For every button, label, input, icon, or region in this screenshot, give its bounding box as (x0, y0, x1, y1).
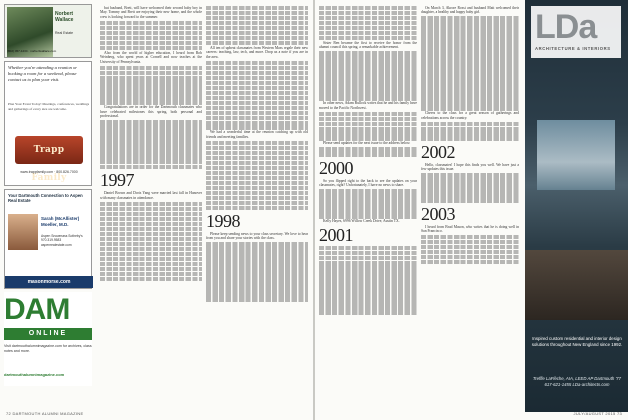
page-folio-left: 72 DARTMOUTH ALUMNI MAGAZINE (6, 411, 84, 416)
text-line (319, 209, 417, 213)
class-note-paragraph: All ten of upbeat classmates from Western Mass regale their new careers: teaching, law, tech, and more. Drop us a note if you are in the area. (206, 45, 308, 59)
text-line (421, 86, 519, 90)
text-line (100, 202, 202, 206)
text-line (100, 90, 202, 94)
text-line (319, 127, 417, 131)
online-banner: ONLINE (4, 328, 92, 340)
right-page (315, 0, 628, 420)
text-line (421, 255, 519, 259)
text-line (100, 140, 202, 144)
text-line (319, 246, 417, 250)
class-note-paragraph: In other news, Adam Bullock writes that he and his family have moved to the Pacific Northwest. (319, 101, 418, 110)
text-line (319, 96, 417, 100)
class-note-paragraph: Sister Ben became the first to receive the honor from the alumni council this spring, a remarkable achievement. (319, 40, 417, 50)
text-line (206, 86, 308, 90)
text-line (421, 81, 519, 85)
text-line (421, 131, 519, 135)
class-notes-column-2 (206, 6, 308, 402)
text-line (421, 51, 519, 55)
text-line (100, 237, 202, 241)
text-line (319, 26, 417, 30)
text-line (206, 146, 308, 150)
text-line (206, 66, 308, 70)
class-notes-column-4 (421, 6, 519, 402)
class-note-paragraph: Cheers to the class for a great season of gatherings and celebrations across the country. (421, 111, 519, 120)
text-line (100, 46, 202, 50)
text-line (319, 152, 417, 156)
realtor-name: Norbert Wallace (55, 11, 74, 23)
text-line (421, 16, 519, 20)
text-line (319, 6, 417, 10)
text-line (206, 267, 308, 271)
text-line (319, 71, 417, 75)
text-line (100, 242, 202, 246)
class-note-paragraph: Please send updates for the next issue to the address below. (323, 141, 411, 146)
text-line (100, 252, 202, 256)
text-line (319, 280, 417, 284)
text-line (421, 188, 519, 192)
text-line (421, 240, 519, 244)
text-line (206, 11, 308, 15)
text-line (206, 76, 308, 80)
agent-photo (8, 214, 38, 250)
class-year-heading: 2000 (319, 157, 353, 178)
lda-architecture-ad[interactable] (525, 0, 628, 412)
text-line (100, 212, 202, 216)
text-line (206, 106, 308, 110)
text-line (100, 80, 202, 84)
text-line (100, 31, 202, 35)
text-line (206, 201, 308, 205)
text-line (206, 61, 308, 65)
text-line (206, 257, 308, 261)
class-note-paragraph: On March 3, Akrore Rossi and husband Matt welcomed their daughter, a healthy and happy baby girl. (421, 6, 519, 15)
text-line (206, 6, 308, 10)
text-line (319, 76, 417, 80)
ad-column (0, 0, 96, 400)
class-notes-column-1 (100, 6, 202, 402)
text-line (319, 189, 417, 193)
interior-photo (525, 0, 628, 412)
agent-info: Aspen Snowmass Sotheby's 970.319.9583 aspenrealestate.com (41, 234, 83, 247)
agent-url-bar: masonmorse.com (5, 276, 93, 288)
text-line (100, 85, 202, 89)
class-note-paragraph: Also from the world of higher education, I heard from Rob Weinberg, who spent years at Cornell and now teaches at the University of Pennsylvania. (100, 50, 202, 64)
text-line (206, 71, 308, 75)
text-line (421, 76, 519, 80)
text-line (319, 275, 417, 279)
text-line (100, 100, 202, 104)
text-line (421, 31, 519, 35)
text-line (319, 56, 417, 60)
lodge-logo: Trapp Family (15, 136, 83, 164)
text-line (206, 151, 308, 155)
text-line (319, 81, 417, 85)
text-line (421, 36, 519, 40)
text-line (100, 41, 202, 45)
text-line (100, 272, 202, 276)
text-line (206, 247, 308, 251)
text-line (319, 290, 417, 294)
text-line (319, 117, 417, 121)
text-line (319, 295, 417, 299)
text-line (319, 122, 417, 126)
text-line (206, 111, 308, 115)
text-line (206, 171, 308, 175)
class-note-paragraph: So you flipped right to the back to see the updates on your classmates, right? Unfortunately, I have no news to share. (319, 178, 417, 188)
text-line (421, 46, 519, 50)
text-line (421, 26, 519, 30)
text-line (206, 31, 308, 35)
text-line (206, 116, 308, 120)
class-year-heading: 2003 (421, 203, 455, 224)
text-line (421, 127, 519, 131)
text-line (421, 235, 519, 239)
text-line (319, 31, 417, 35)
text-line (319, 261, 417, 265)
text-line (206, 166, 308, 170)
class-notes-column-3 (319, 6, 417, 402)
dam-url: dartmouthalumnimagazine.com (4, 372, 65, 377)
text-line (421, 106, 519, 110)
text-line (206, 81, 308, 85)
text-line (100, 95, 202, 99)
text-line (206, 21, 308, 25)
text-line (206, 96, 308, 100)
text-line (100, 26, 202, 30)
text-line (100, 227, 202, 231)
text-line (100, 247, 202, 251)
text-line (319, 285, 417, 289)
text-line (319, 61, 417, 65)
text-line (100, 145, 202, 149)
text-line (421, 66, 519, 70)
text-line (421, 71, 519, 75)
lodge-ad-body: Plan Your Event Today! Meetings, conferences, weddings and gatherings of every size are welcome. (8, 102, 90, 111)
text-line (319, 136, 417, 140)
text-line (421, 96, 519, 100)
text-line (421, 101, 519, 105)
text-line (206, 41, 308, 45)
text-line (319, 11, 417, 15)
text-line (100, 130, 202, 134)
text-line (206, 287, 308, 291)
text-line (421, 21, 519, 25)
text-line (421, 198, 519, 202)
lda-logo-text: LDa (535, 8, 597, 46)
dam-logo: DAM (4, 293, 70, 326)
text-line (319, 36, 417, 40)
text-line (206, 125, 308, 129)
text-line (421, 183, 519, 187)
text-line (100, 125, 202, 129)
text-line (206, 91, 308, 95)
text-line (100, 155, 202, 159)
text-line (421, 178, 519, 182)
realtor-sub: Real Estate (55, 31, 74, 35)
text-line (319, 66, 417, 70)
interior-window (537, 120, 615, 190)
text-line (319, 147, 417, 151)
text-line (421, 193, 519, 197)
text-line (206, 282, 308, 286)
text-line (206, 186, 308, 190)
text-line (100, 71, 202, 75)
text-line (206, 161, 308, 165)
text-line (100, 277, 202, 281)
text-line (319, 91, 417, 95)
aspen-realestate-ad[interactable] (4, 189, 92, 289)
text-line (100, 232, 202, 236)
class-note-paragraph: I heard from Brad Mason, who writes that he is doing well in San Francisco. (421, 224, 519, 233)
text-line (206, 26, 308, 30)
aspen-ad-headline: Your Dartmouth Connection to Aspen Real Estate (8, 193, 83, 204)
agent-name: Sarah (McAllister) Moeller, M.D. (41, 216, 80, 227)
real-estate-ad[interactable] (4, 4, 92, 58)
text-line (206, 277, 308, 281)
text-line (206, 292, 308, 296)
text-line (100, 135, 202, 139)
text-line (319, 21, 417, 25)
text-line (421, 173, 519, 177)
text-line (421, 250, 519, 254)
class-note-paragraph: We had a wonderful time at the reunion catching up with old friends and meeting families. (206, 130, 308, 139)
text-line (206, 141, 308, 145)
text-line (206, 181, 308, 185)
class-year-heading: 1998 (206, 211, 240, 232)
text-line (206, 121, 308, 125)
lodge-ad-headline: Whether you're attending a reunion or booking a room for a weekend, please contact us to plan your visit. (8, 65, 77, 82)
class-note-paragraph: Daniel Brown and Doris Yang were married last fall in Hanover with many classmates in attendance. (100, 191, 202, 200)
text-line (100, 76, 202, 80)
text-line (100, 36, 202, 40)
text-line (421, 260, 519, 264)
text-line (319, 256, 417, 260)
text-line (206, 101, 308, 105)
lda-logo-subtitle: ARCHITECTURE & INTERIORS (535, 46, 611, 51)
text-line (319, 86, 417, 90)
text-line (421, 136, 519, 140)
text-line (319, 310, 417, 314)
text-line (100, 21, 202, 25)
class-note-paragraph: but husband, Brett, will have welcomed their second baby boy in May. Tommy and Brett are enjoying their new home, and the whole crew is looking forward to the summer. (100, 6, 202, 19)
text-line (421, 56, 519, 60)
text-line (421, 61, 519, 65)
text-line (319, 194, 417, 198)
text-line (206, 176, 308, 180)
text-line (206, 191, 308, 195)
text-line (319, 265, 417, 269)
text-line (319, 199, 417, 203)
class-year-heading: 1997 (100, 170, 134, 191)
text-line (206, 196, 308, 200)
class-year-heading: 2001 (319, 224, 353, 245)
text-line (421, 91, 519, 95)
interior-floor (525, 250, 628, 320)
realtor-contact: (802) 457-1234 · norbertwallace.com (7, 49, 57, 53)
lodge-url: www.trappfamily.com · 800.826.7000 (20, 170, 78, 174)
class-note-paragraph: Please keep sending news to your class secretary. We love to hear from you and share your stories with the class. (206, 232, 308, 241)
text-line (206, 252, 308, 256)
text-line (319, 131, 417, 135)
text-line (421, 41, 519, 45)
text-line (421, 122, 519, 126)
lda-logo (531, 6, 621, 58)
text-line (206, 156, 308, 160)
text-line (319, 251, 417, 255)
text-line (100, 165, 202, 169)
lda-contact: Treffle LaFlèche, AIA, LEED AP Dartmouth '77 617-621-1455 LDa-architects.com (532, 376, 622, 388)
text-line (319, 300, 417, 304)
class-year-heading: 2002 (421, 141, 455, 162)
text-line (100, 160, 202, 164)
text-line (319, 305, 417, 309)
page-folio-right: JULY/AUGUST 2015 73 (573, 411, 622, 416)
text-line (319, 112, 417, 116)
dam-tagline: Visit dartmouthalumnimagazine.com for archives, class notes and more. (4, 344, 92, 353)
class-note-paragraph: Kelly Hayes, 6996 Willow Creek Drive, Austin TX. (323, 219, 400, 224)
text-line (100, 222, 202, 226)
text-line (100, 207, 202, 211)
text-line (100, 150, 202, 154)
text-line (100, 120, 202, 124)
text-line (100, 267, 202, 271)
lodge-ad[interactable] (4, 61, 92, 186)
text-line (100, 217, 202, 221)
text-line (319, 51, 417, 55)
text-line (319, 270, 417, 274)
dam-online-ad[interactable] (4, 292, 92, 386)
text-line (206, 206, 308, 210)
text-line (319, 214, 417, 218)
text-line (100, 262, 202, 266)
text-line (206, 36, 308, 40)
text-line (319, 204, 417, 208)
text-line (421, 245, 519, 249)
class-note-paragraph: Hello, classmates! I hope this finds you well. We have just a few updates this issue. (421, 162, 519, 172)
text-line (100, 257, 202, 261)
text-line (206, 297, 308, 301)
text-line (100, 66, 202, 70)
text-line (206, 272, 308, 276)
lda-blurb: Inspired custom residential and interior design solutions throughout New England since 1992. (531, 336, 623, 347)
text-line (206, 242, 308, 246)
class-note-paragraph: Congratulations are in order for the Dartmouth classmates who have celebrated milestones this spring, both personal and professional. (100, 105, 202, 119)
text-line (206, 262, 308, 266)
text-line (319, 16, 417, 20)
left-page (0, 0, 313, 420)
text-line (206, 16, 308, 20)
